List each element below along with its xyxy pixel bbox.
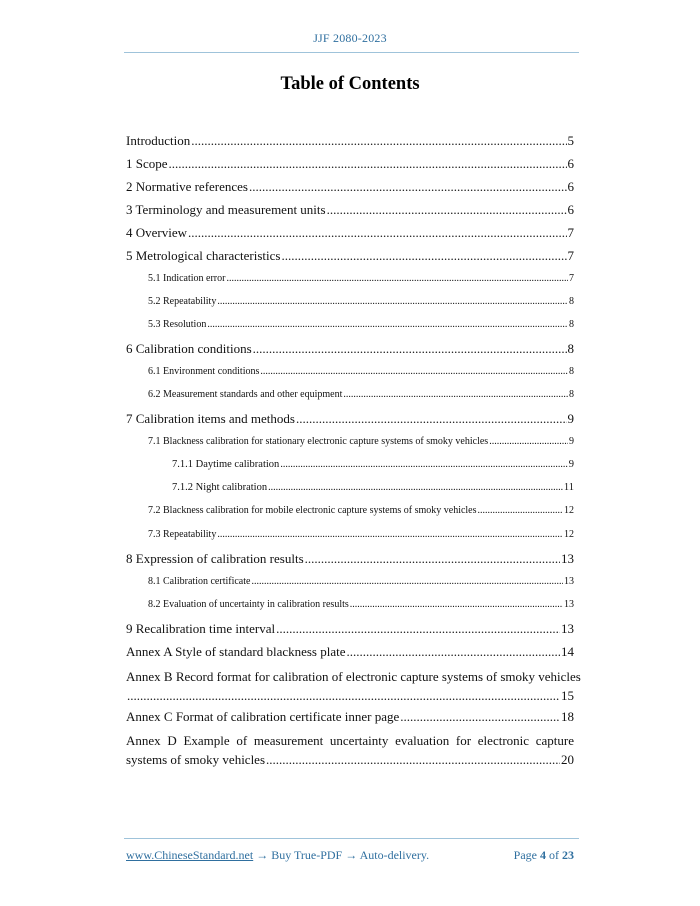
toc-entry-annex-d[interactable]: Annex D Example of measurement uncertainty evaluation for electronic capture systems of smoky vehicles ..... 20 — [126, 731, 574, 769]
toc-entry-night-calibration[interactable]: 7.1.2 Night calibration ..... 11 — [172, 482, 574, 493]
toc-entry-annex-c[interactable]: Annex C Format of calibration certificate inner page ..... 18 — [126, 709, 574, 725]
header-divider — [124, 52, 579, 53]
toc-entry-terminology[interactable]: 3 Terminology and measurement units ..... 6 — [126, 202, 574, 218]
toc-entry-repeatability[interactable]: 5.2 Repeatability ..... 8 — [148, 296, 574, 307]
running-header: JJF 2080-2023 — [313, 31, 387, 45]
toc-entry-calibration-certificate[interactable]: 8.1 Calibration certificate ..... 13 — [148, 576, 574, 587]
toc-entry-environment-conditions[interactable]: 6.1 Environment conditions ..... 8 — [148, 366, 574, 377]
toc-entry-stationary-calibration[interactable]: 7.1 Blackness calibration for stationary electronic capture systems of smoky vehicles ..... 9 — [148, 436, 574, 447]
toc-entry-resolution[interactable]: 5.3 Resolution ..... 8 — [148, 319, 574, 330]
toc-entry-indication-error[interactable]: 5.1 Indication error ..... 7 — [148, 273, 574, 284]
site-link[interactable]: www.ChineseStandard.net — [126, 848, 254, 862]
promo-text: → Buy True-PDF → Auto-delivery. — [256, 848, 430, 862]
toc-entry-mobile-calibration[interactable]: 7.2 Blackness calibration for mobile electronic capture systems of smoky vehicles ..... 12 — [148, 505, 574, 516]
page-title: Table of Contents — [280, 74, 420, 94]
page-footer — [126, 848, 574, 863]
toc-entry-scope[interactable]: 1 Scope ..... 6 — [126, 156, 574, 172]
toc-entry-calibration-items[interactable]: 7 Calibration items and methods ..... 9 — [126, 411, 574, 427]
toc-entry-uncertainty-evaluation[interactable]: 8.2 Evaluation of uncertainty in calibration results ..... 13 — [148, 599, 574, 610]
toc-entry-normative-references[interactable]: 2 Normative references ..... 6 — [126, 179, 574, 195]
toc-entry-introduction[interactable]: Introduction ..... 5 — [126, 133, 574, 149]
toc-entry-expression-of-results[interactable]: 8 Expression of calibration results ..... 13 — [126, 551, 574, 567]
toc-entry-daytime-calibration[interactable]: 7.1.1 Daytime calibration ..... 9 — [172, 459, 574, 470]
toc-entry-overview[interactable]: 4 Overview ..... 7 — [126, 225, 574, 241]
toc-entry-annex-b[interactable]: Annex B Record format for calibration of electronic capture systems of smoky vehicles ..... 15 — [126, 667, 574, 705]
toc-entry-metrological-characteristics[interactable]: 5 Metrological characteristics ..... 7 — [126, 248, 574, 264]
toc-entry-repeatability-7-3[interactable]: 7.3 Repeatability ..... 12 — [148, 529, 574, 540]
toc-entry-annex-a[interactable]: Annex A Style of standard blackness plate ..... 14 — [126, 644, 574, 660]
page-number: Page 4 of 23 — [513, 848, 574, 862]
toc-entry-calibration-conditions[interactable]: 6 Calibration conditions ..... 8 — [126, 341, 574, 357]
toc-entry-measurement-standards[interactable]: 6.2 Measurement standards and other equipment ..... 8 — [148, 389, 574, 400]
footer-divider — [124, 838, 579, 839]
toc-entry-recalibration-interval[interactable]: 9 Recalibration time interval ..... 13 — [126, 621, 574, 637]
